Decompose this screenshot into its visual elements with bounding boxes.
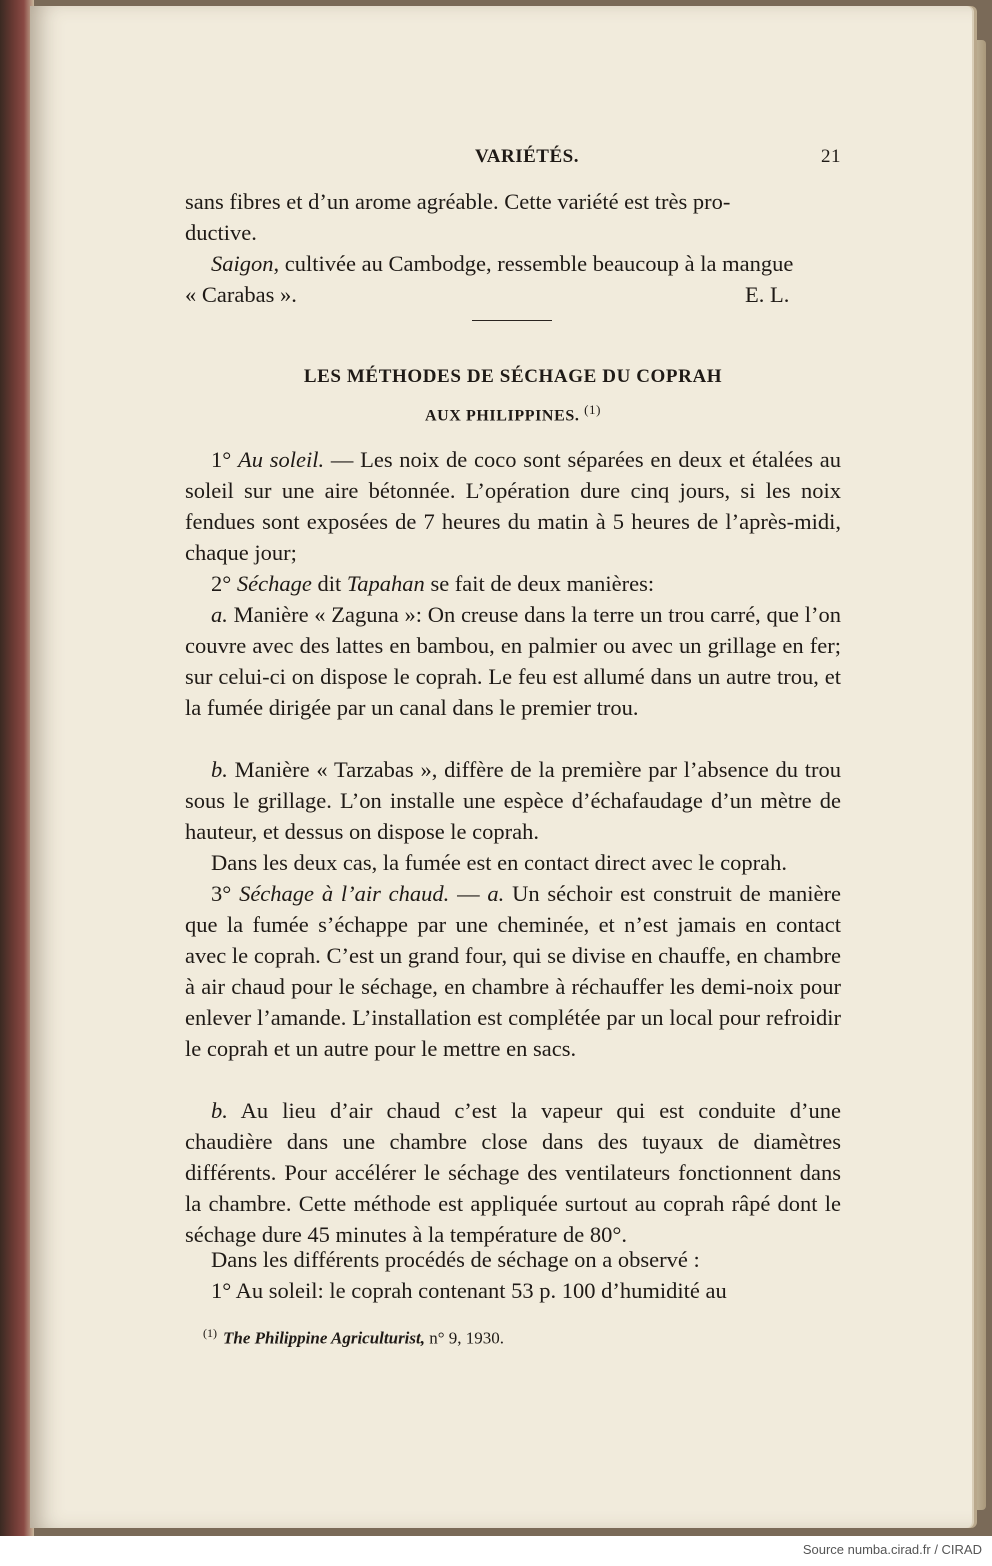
method-2-paragraph [185, 568, 841, 599]
section-subtitle-line [185, 402, 841, 425]
top-line-2: ductive. [185, 220, 257, 245]
both-cases-paragraph: Dans les deux cas, la fumée est en contact direct avec le coprah. [211, 850, 787, 875]
top-line-1: sans fibres et d’un arome agréable. Cette variété est très pro- [185, 189, 731, 214]
method-2-number: 2° [211, 571, 232, 596]
method-1-paragraph [185, 444, 841, 568]
method-2a-paragraph [185, 599, 841, 723]
method-3-number: 3° [211, 881, 232, 906]
method-1-text: — Les noix de coco sont séparées en deux et étalées au soleil sur une aire bétonnée. L’opération dure cinq jours, si les noix fendues sont exposées de 7 heures du matin à 5 heures de l’après-midi, chaque jour; [185, 447, 842, 565]
book-spine [0, 0, 34, 1536]
page-number: 21 [821, 146, 841, 167]
footnote-detail: n° 9, 1930. [425, 1328, 505, 1348]
method-3b-paragraph [185, 1095, 841, 1250]
carabas-text: « Carabas ». [185, 282, 297, 307]
method-3-label: Séchage à l’air chaud. [239, 881, 450, 906]
method-2b-label: b. [211, 757, 228, 782]
running-head [185, 146, 841, 172]
method-3-dash: — [449, 881, 488, 906]
book-page [30, 6, 972, 1528]
carabas-line [185, 279, 841, 310]
method-2a-label: a. [211, 602, 228, 627]
source-credit: Source numba.cirad.fr / CIRAD [802, 1542, 982, 1557]
method-2-label: Séchage [236, 571, 312, 596]
running-head-title: VARIÉTÉS. [475, 146, 579, 167]
method-3-paragraph [185, 878, 841, 1064]
saigon-word: Saigon [211, 251, 274, 276]
saigon-text: , cultivée au Cambodge, ressemble beaucoup à la mangue [273, 251, 794, 276]
method-2-text: se fait de deux manières: [424, 571, 655, 596]
footnote-source: The Philippine Agriculturist, [223, 1328, 425, 1348]
method-2a-text: Manière « Zaguna »: On creuse dans la terre un trou carré, que l’on couvre avec des lattes en bambou, en palmier ou avec un grillage en fer; sur celui-ci on dispose le coprah. Le feu est allumé dans un autre trou, et la fumée dirigée par un canal dans le premier trou. [185, 602, 841, 720]
author-initials: E. L. [745, 282, 790, 307]
section-divider [472, 320, 552, 321]
saigon-paragraph [185, 248, 841, 279]
method-3b-label: b. [211, 1098, 228, 1123]
section-title: LES MÉTHODES DE SÉCHAGE DU COPRAH [303, 366, 723, 387]
section-subtitle: AUX PHILIPPINES. [424, 407, 580, 425]
method-2-mid: dit [311, 571, 347, 596]
method-2b-text: Manière « Tarzabas », diffère de la première par l’absence du trou sous le grillage. L’on installe une espèce d’échafaudage d’un mètre de hauteur, et dessus on dispose le coprah. [185, 757, 841, 844]
top-paragraph [185, 186, 841, 248]
footnote-ref: (1) [584, 402, 602, 417]
method-1-label: Au soleil. [238, 447, 325, 472]
method-3-a: a. [487, 881, 505, 906]
method-3-text: Un séchoir est construit de manière que la fumée s’échappe par une cheminée, et n’est jamais en contact avec le coprah. C’est un grand four, qui se divise en chauffe, en chambre à air chaud pour le séchage, en chambre à réchauffer les demi-noix pour enlever l’amande. L’installation est complétée par un local pour refroidir le coprah et un autre pour le mettre en sacs. [185, 881, 841, 1061]
method-2b-paragraph [185, 754, 841, 847]
last-line-paragraph: 1° Au soleil: le coprah contenant 53 p. 100 d’humidité au [211, 1278, 727, 1303]
method-2-label2: Tapahan [346, 571, 425, 596]
observation-paragraph: Dans les différents procédés de séchage on a observé : [211, 1247, 700, 1272]
method-1-number: 1° [211, 447, 232, 472]
method-3b-text: Au lieu d’air chaud c’est la vapeur qui est conduite d’une chaudière dans une chambre close dans des tuyaux de diamètres différents. Pour accélérer le séchage des ventilateurs fonctionnent dans la chambre. Cette méthode est appliquée surtout au coprah râpé dont le séchage dure 45 minutes à la température de 80°. [185, 1098, 841, 1247]
footnote [203, 1326, 803, 1349]
footnote-mark: (1) [203, 1326, 217, 1340]
